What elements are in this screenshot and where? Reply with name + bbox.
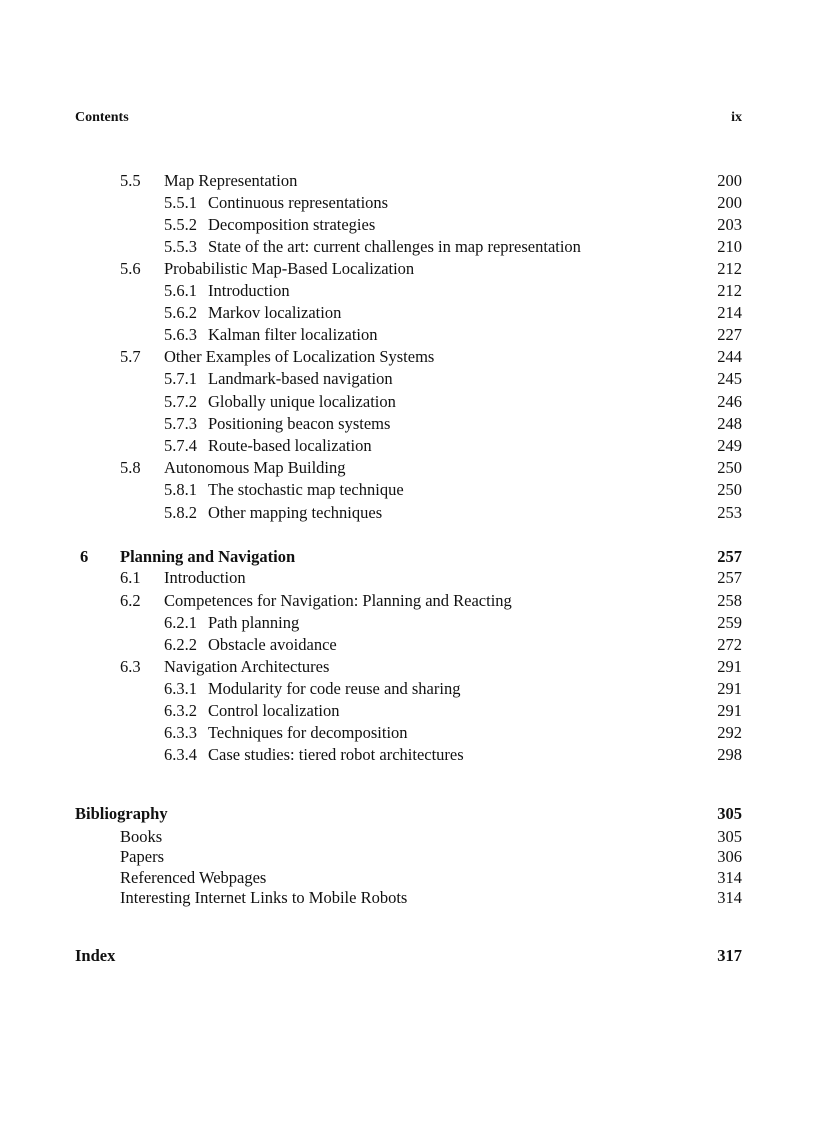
- toc-entry-page: 214: [717, 303, 742, 322]
- toc-entry-page: 306: [717, 847, 742, 866]
- toc-entry-subsection[interactable]: [0, 435, 742, 457]
- toc-entry-subsection[interactable]: [0, 236, 742, 258]
- toc-entry-page: 314: [717, 868, 742, 887]
- toc-entry-page: 210: [717, 237, 742, 256]
- toc-entry-title: Landmark-based navigation: [208, 369, 393, 388]
- toc-entry-title: Modularity for code reuse and sharing: [208, 679, 461, 698]
- toc-entry-page: 212: [717, 281, 742, 300]
- toc-entry-title: Route-based localization: [208, 436, 372, 455]
- toc-entry-page: 257: [717, 568, 742, 587]
- toc-entry-title: Competences for Navigation: Planning and Reacting: [164, 591, 512, 610]
- toc-entry-section[interactable]: [0, 170, 742, 192]
- toc-entry-title: Planning and Navigation: [120, 547, 296, 566]
- toc-entry-number: 5.8: [120, 458, 141, 477]
- toc-entry-page: 291: [717, 657, 742, 676]
- toc-entry-index[interactable]: [0, 945, 742, 967]
- running-header-title: Contents: [75, 110, 129, 125]
- toc-entry-page: 244: [717, 347, 742, 366]
- toc-entry-number: 6.3.1: [164, 679, 197, 698]
- toc-entry-title: Probabilistic Map-Based Localization: [164, 259, 415, 278]
- toc-entry-page: 200: [717, 171, 742, 190]
- toc-entry-subsection[interactable]: [0, 479, 742, 501]
- toc-entry-title: The stochastic map technique: [208, 480, 404, 499]
- toc-entry-page: 249: [717, 436, 742, 455]
- toc-entry-title: Markov localization: [208, 303, 342, 322]
- toc-entry-number: 5.8.2: [164, 503, 197, 522]
- toc-entry-title: Interesting Internet Links to Mobile Robots: [120, 888, 408, 907]
- toc-entry-bibliography-item[interactable]: [0, 846, 742, 868]
- toc-entry-title: Path planning: [208, 613, 300, 632]
- toc-entry-page: 203: [717, 215, 742, 234]
- toc-entry-title: Control localization: [208, 701, 340, 720]
- toc-entry-section[interactable]: [0, 457, 742, 479]
- toc-entry-number: 5.5: [120, 171, 141, 190]
- toc-entry-number: 5.6.2: [164, 303, 197, 322]
- toc-entry-title: Techniques for decomposition: [208, 723, 408, 742]
- toc-entry-subsection[interactable]: [0, 413, 742, 435]
- toc-entry-subsection[interactable]: [0, 192, 742, 214]
- toc-entry-section[interactable]: [0, 258, 742, 280]
- toc-entry-subsection[interactable]: [0, 324, 742, 346]
- toc-entry-section[interactable]: [0, 567, 742, 589]
- toc-entry-number: 5.5.1: [164, 193, 197, 212]
- toc-entry-number: 6.2.2: [164, 635, 197, 654]
- toc-entry-number: 5.6: [120, 259, 141, 278]
- toc-entry-number: 6.2: [120, 591, 141, 610]
- toc-entry-title: Index: [75, 946, 116, 965]
- toc-entry-number: 5.7: [120, 347, 141, 366]
- toc-entry-title: Map Representation: [164, 171, 298, 190]
- toc-entry-number: 5.5.3: [164, 237, 197, 256]
- toc-entry-page: 258: [717, 591, 742, 610]
- toc-entry-page: 212: [717, 259, 742, 278]
- toc-entry-title: Bibliography: [75, 804, 168, 823]
- toc-entry-page: 317: [717, 946, 742, 965]
- toc-entry-subsection[interactable]: [0, 302, 742, 324]
- toc-entry-title: Obstacle avoidance: [208, 635, 337, 654]
- toc-entry-title: Referenced Webpages: [120, 868, 267, 887]
- toc-entry-subsection[interactable]: [0, 744, 742, 766]
- toc-entry-title: Positioning beacon systems: [208, 414, 391, 433]
- toc-entry-subsection[interactable]: [0, 612, 742, 634]
- toc-entry-page: 227: [717, 325, 742, 344]
- toc-entry-page: 200: [717, 193, 742, 212]
- toc-entry-title: Introduction: [208, 281, 290, 300]
- toc-entry-title: Navigation Architectures: [164, 657, 330, 676]
- toc-entry-page: 291: [717, 679, 742, 698]
- toc-entry-number: 6: [80, 547, 89, 566]
- toc-entry-bibliography[interactable]: [0, 803, 742, 825]
- toc-entry-number: 6.2.1: [164, 613, 197, 632]
- toc-entry-title: Introduction: [164, 568, 246, 587]
- toc-entry-subsection[interactable]: [0, 391, 742, 413]
- toc-entry-title: Other Examples of Localization Systems: [164, 347, 435, 366]
- toc-entry-number: 5.7.2: [164, 392, 197, 411]
- toc-entry-number: 5.5.2: [164, 215, 197, 234]
- toc-entry-page: 259: [717, 613, 742, 632]
- toc-entry-bibliography-item[interactable]: [0, 887, 742, 909]
- toc-entry-page: 298: [717, 745, 742, 764]
- toc-entry-section[interactable]: [0, 346, 742, 368]
- toc-entry-title: Case studies: tiered robot architectures: [208, 745, 464, 764]
- toc-entry-number: 5.7.1: [164, 369, 197, 388]
- toc-entry-title: Other mapping techniques: [208, 503, 383, 522]
- toc-entry-number: 5.7.3: [164, 414, 197, 433]
- toc-entry-subsection[interactable]: [0, 502, 742, 524]
- toc-entry-page: 314: [717, 888, 742, 907]
- toc-entry-section[interactable]: [0, 590, 742, 612]
- toc-entry-title: Books: [120, 827, 163, 846]
- toc-entry-page: 257: [717, 547, 742, 566]
- toc-entry-title: Continuous representations: [208, 193, 389, 212]
- page-number: ix: [731, 110, 742, 125]
- toc-entry-page: 292: [717, 723, 742, 742]
- toc-entry-title: Decomposition strategies: [208, 215, 376, 234]
- toc-entry-number: 6.3.3: [164, 723, 197, 742]
- toc-entry-subsection[interactable]: [0, 722, 742, 744]
- toc-entry-section[interactable]: [0, 656, 742, 678]
- toc-entry-number: 6.3.4: [164, 745, 197, 764]
- toc-entry-subsection[interactable]: [0, 214, 742, 236]
- toc-entry-chapter[interactable]: [0, 546, 742, 568]
- toc-entry-page: 305: [717, 804, 742, 823]
- toc-entry-number: 5.6.1: [164, 281, 197, 300]
- toc-entry-page: 245: [717, 369, 742, 388]
- toc-entry-bibliography-item[interactable]: [0, 826, 742, 848]
- toc-entry-bibliography-item[interactable]: [0, 867, 742, 889]
- toc-entry-title: Papers: [120, 847, 164, 866]
- toc-entry-page: 253: [717, 503, 742, 522]
- toc-entry-subsection[interactable]: [0, 678, 742, 700]
- toc-entry-page: 250: [717, 458, 742, 477]
- toc-entry-page: 272: [717, 635, 742, 654]
- running-header: [75, 110, 742, 128]
- toc-entry-subsection[interactable]: [0, 634, 742, 656]
- toc-entry-number: 5.7.4: [164, 436, 197, 455]
- toc-entry-subsection[interactable]: [0, 368, 742, 390]
- toc-entry-page: 291: [717, 701, 742, 720]
- toc-entry-number: 6.3: [120, 657, 141, 676]
- toc-entry-page: 305: [717, 827, 742, 846]
- toc-entry-page: 246: [717, 392, 742, 411]
- toc-entry-number: 6.1: [120, 568, 141, 587]
- toc-entry-title: Globally unique localization: [208, 392, 396, 411]
- toc-entry-title: State of the art: current challenges in map representation: [208, 237, 581, 256]
- toc-entry-title: Kalman filter localization: [208, 325, 378, 344]
- toc-entry-page: 248: [717, 414, 742, 433]
- toc-entry-page: 250: [717, 480, 742, 499]
- toc-entry-number: 6.3.2: [164, 701, 197, 720]
- toc-entry-subsection[interactable]: [0, 280, 742, 302]
- toc-entry-number: 5.6.3: [164, 325, 197, 344]
- toc-entry-subsection[interactable]: [0, 700, 742, 722]
- toc-entry-title: Autonomous Map Building: [164, 458, 346, 477]
- toc-entry-number: 5.8.1: [164, 480, 197, 499]
